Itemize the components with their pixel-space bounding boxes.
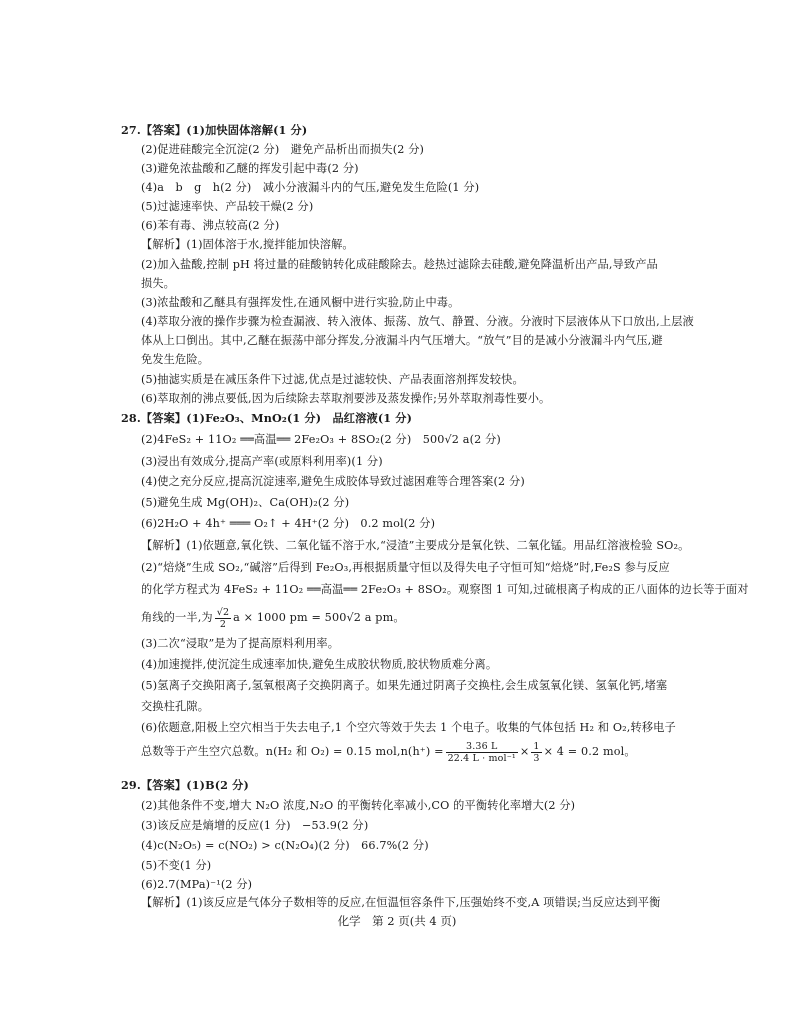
hole-text-post: × 4 = 0.2 mol。 [543,745,636,758]
volume-over-molar-volume-fraction [446,741,518,764]
q27-answer-5: (5)过滤速率快、产品较干燥(2 分) [141,200,314,213]
q27-analysis-5: (5)抽滤实质是在减压条件下过滤,优点是过滤较快、产品表面溶剂挥发较快。 [141,373,524,386]
fraction-denominator: 2 [219,618,227,630]
q27-analysis-1: 【解析】(1)固体溶于水,搅拌能加快溶解。 [141,238,354,251]
q29-answer-3: (3)该反应是熵增的反应(1 分) −53.9(2 分) [141,819,369,832]
page-footer: 化学 第 2 页(共 4 页) [337,914,457,928]
q29-answer-2: (2)其他条件不变,增大 N₂O 浓度,N₂O 的平衡转化率减小,CO 的平衡转化率增大(2 分) [141,799,576,812]
q28-analysis-3: (3)二次“浸取”是为了提高原料利用率。 [141,637,340,650]
q27-analysis-4b: 体从上口倒出。其中,乙醚在振荡中部分挥发,分液漏斗内气压增大。“放气”目的是减小分液漏斗内气压,避 [141,334,663,347]
fraction-denominator: 22.4 L · mol⁻¹ [447,752,516,764]
q28-analysis-2b: 的化学方程式为 4FeS₂ + 11O₂ ══高温══ 2Fe₂O₃ + 8SO₂。观察图 1 可知,过硫根离子构成的正八面体的边长等于面对 [141,583,749,596]
q27-analysis-4c: 免发生危险。 [141,353,210,366]
q28-analysis-6: (6)依题意,阳极上空穴相当于失去电子,1 个空穴等效于失去 1 个电子。收集的气体包括 H₂ 和 O₂,转移电子 [141,721,676,734]
q29-header: 29.【答案】(1)B(2 分) [121,778,249,792]
q27-answer-3: (3)避免浓盐酸和乙醚的挥发引起中毒(2 分) [141,162,359,175]
q28-analysis-2c [141,606,405,630]
q27-analysis-3: (3)浓盐酸和乙醚具有强挥发性,在通风橱中进行实验,防止中毒。 [141,296,460,309]
q29-analysis-1: 【解析】(1)该反应是气体分子数相等的反应,在恒温恒容条件下,压强始终不变,A 项错误;当反应达到平衡 [141,896,661,909]
fraction-numerator: 3.36 L [446,741,518,753]
q27-analysis-2b: 损失。 [141,277,176,290]
q28-header: 28.【答案】(1)Fe₂O₃、MnO₂(1 分) 品红溶液(1 分) [121,411,413,425]
q28-answer-4: (4)使之充分反应,提高沉淀速率,避免生成胶体导致过滤困难等合理答案(2 分) [141,475,525,488]
sqrt2-over-2-fraction [215,607,231,630]
q28-analysis-5: (5)氢离子交换阳离子,氢氧根离子交换阴离子。如果先通过阴离子交换柱,会生成氢氧化镁、氢氧化钙,堵塞 [141,679,668,692]
q29-answer-5: (5)不变(1 分) [141,859,212,872]
q27-header: 27.【答案】(1)加快固体溶解(1 分) [121,123,308,137]
diagonal-text-pre: 角线的一半,为 [141,611,213,624]
q28-answer-2: (2)4FeS₂ + 11O₂ ══高温══ 2Fe₂O₃ + 8SO₂(2 分) 500√2 a(2 分) [141,433,501,446]
hole-text-pre: 总数等于产生空穴总数。n(H₂ 和 O₂) = 0.15 mol,n(h⁺) = [141,745,444,758]
q28-analysis-6b [141,740,636,764]
q27-answer-4: (4)a b g h(2 分) 减小分液漏斗内的气压,避免发生危险(1 分) [141,181,480,194]
one-third-fraction [531,741,541,764]
q28-answer-5: (5)避免生成 Mg(OH)₂、Ca(OH)₂(2 分) [141,496,350,509]
diagonal-text-post: a × 1000 pm = 500√2 a pm。 [233,611,405,624]
q28-answer-3: (3)浸出有效成分,提高产率(或原料利用率)(1 分) [141,455,383,468]
q29-answer-6: (6)2.7(MPa)⁻¹(2 分) [141,878,253,891]
times-sign: × [519,745,530,758]
fraction-numerator: √2 [216,606,230,618]
q28-analysis-2: (2)“焙烧”生成 SO₂,“碱溶”后得到 Fe₂O₃,再根据质量守恒以及得失电子守恒可知“焙烧”时,Fe₂S 参与反应 [141,561,670,574]
q27-analysis-6: (6)萃取剂的沸点要低,因为后续除去萃取剂要涉及蒸发操作;另外萃取剂毒性要小。 [141,392,551,405]
q28-answer-6: (6)2H₂O + 4h⁺ ═══ O₂↑ + 4H⁺(2 分) 0.2 mol(2 分) [141,517,436,530]
q27-analysis-4: (4)萃取分液的操作步骤为检查漏液、转入液体、振荡、放气、静置、分液。分液时下层液体从下口放出,上层液 [141,315,694,328]
fraction-denominator: 3 [533,752,540,764]
q27-answer-6: (6)苯有毒、沸点较高(2 分) [141,219,280,232]
q28-analysis-4: (4)加速搅拌,使沉淀生成速率加快,避免生成胶状物质,胶状物质难分离。 [141,658,498,671]
q28-analysis-1: 【解析】(1)依题意,氧化铁、二氧化锰不溶于水,“浸渣”主要成分是氧化铁、二氧化锰。用品红溶液检验 SO₂。 [141,539,690,552]
q27-answer-2: (2)促进硅酸完全沉淀(2 分) 避免产品析出而损失(2 分) [141,143,425,156]
q27-analysis-2: (2)加入盐酸,控制 pH 将过量的硅酸钠转化成硅酸除去。趁热过滤除去硅酸,避免降温析出产品,导致产品 [141,258,658,271]
fraction-numerator: 1 [533,740,540,752]
q29-answer-4: (4)c(N₂O₅) = c(NO₂) > c(N₂O₄)(2 分) 66.7%(2 分) [141,839,429,852]
q28-analysis-5b: 交换柱孔隙。 [141,700,210,713]
